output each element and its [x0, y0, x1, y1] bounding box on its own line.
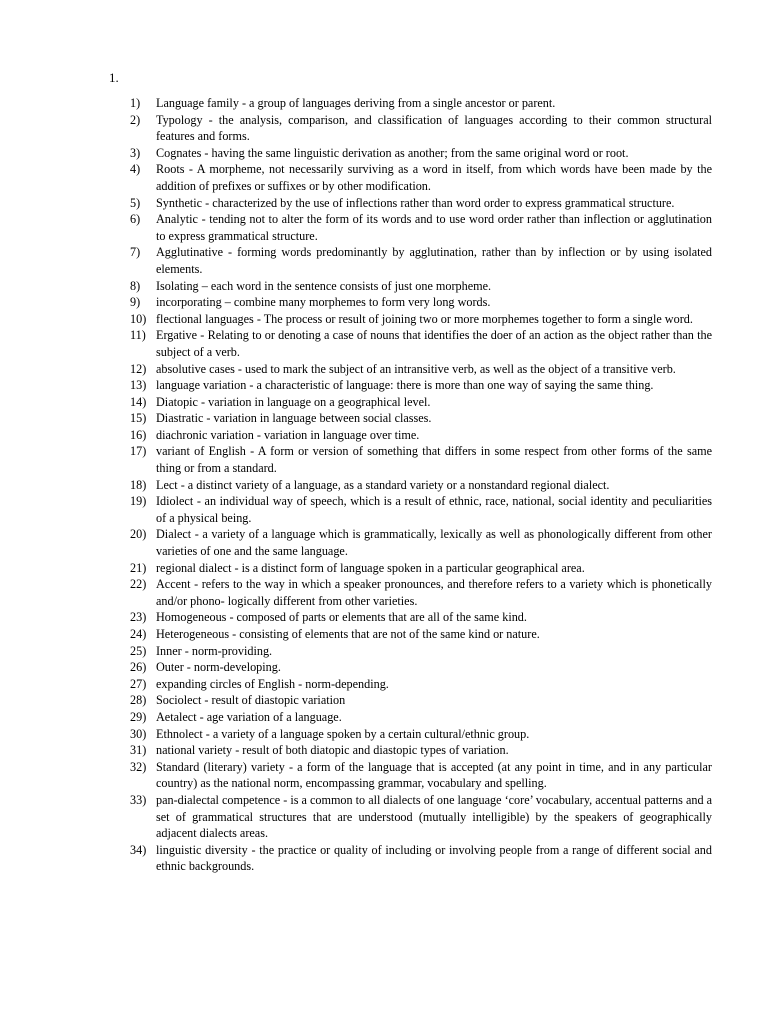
- list-item: [130, 659, 712, 676]
- item-definition: Outer - norm-developing.: [156, 660, 281, 675]
- item-number: 14): [130, 394, 147, 409]
- list-item: [130, 560, 712, 577]
- item-definition: Isolating – each word in the sentence consists of just one morpheme.: [156, 278, 492, 293]
- item-definition: Aetalect - age variation of a language.: [156, 709, 342, 724]
- list-item: [130, 361, 712, 378]
- list-item: [130, 377, 712, 394]
- item-definition: Typology - the analysis, comparison, and classification of languages according to their common structural features and forms.: [156, 112, 712, 144]
- item-definition: variant of English - A form or version of something that differs in some respect from other forms of the same thing or from a standard.: [156, 444, 712, 476]
- glossary-list: [130, 95, 712, 875]
- item-number: 18): [130, 477, 147, 492]
- list-item: [130, 709, 712, 726]
- item-definition: national variety - result of both diatopic and diastopic types of variation.: [156, 743, 509, 758]
- list-item: [130, 327, 712, 360]
- item-number: 16): [130, 427, 147, 442]
- item-number: 28): [130, 693, 147, 708]
- item-definition: Diatopic - variation in language on a geographical level.: [156, 394, 431, 409]
- item-number: 7): [130, 245, 141, 260]
- list-item: [130, 842, 712, 875]
- item-number: 32): [130, 759, 147, 774]
- item-definition: Language family - a group of languages deriving from a single ancestor or parent.: [156, 96, 556, 110]
- item-number: 27): [130, 676, 147, 691]
- list-item: [130, 244, 712, 277]
- item-definition: absolutive cases - used to mark the subject of an intransitive verb, as well as the object of a transitive verb.: [156, 361, 676, 376]
- list-item: [130, 443, 712, 476]
- item-definition: incorporating – combine many morphemes to form very long words.: [156, 295, 491, 310]
- item-number: 29): [130, 709, 147, 724]
- list-item: [130, 211, 712, 244]
- list-item: [130, 112, 712, 145]
- item-definition: language variation - a characteristic of language: there is more than one way of saying the same thing.: [156, 378, 654, 393]
- item-number: 3): [130, 145, 141, 160]
- list-item: [130, 609, 712, 626]
- list-item: [130, 95, 712, 112]
- item-definition: Idiolect - an individual way of speech, which is a result of ethnic, race, national, social identity and peculiarities of a physical being.: [156, 494, 712, 525]
- list-item: [130, 311, 712, 328]
- item-number: 30): [130, 726, 147, 741]
- list-item: [130, 526, 712, 559]
- list-item: [130, 676, 712, 693]
- item-definition: Roots - A morpheme, not necessarily surviving as a word in itself, from which words have been made by the addition of prefixes or suffixes or by other modification.: [156, 162, 712, 193]
- list-item: [130, 626, 712, 643]
- item-definition: Homogeneous - composed of parts or elements that are all of the same kind.: [156, 610, 527, 625]
- item-definition: diachronic variation - variation in language over time.: [156, 427, 420, 442]
- item-number: 24): [130, 627, 147, 641]
- list-item: [130, 394, 712, 411]
- item-definition: Sociolect - result of diastopic variation: [156, 693, 346, 708]
- item-number: 21): [130, 560, 147, 575]
- list-item: [130, 427, 712, 444]
- list-item: [130, 742, 712, 759]
- list-item: [130, 294, 712, 311]
- item-definition: Diastratic - variation in language between social classes.: [156, 411, 432, 426]
- item-definition: expanding circles of English - norm-depending.: [156, 676, 389, 691]
- list-item: [130, 145, 712, 162]
- item-definition: Agglutinative - forming words predominantly by agglutination, rather than by inflection or by using isolated elements.: [156, 245, 712, 276]
- list-item: [130, 161, 712, 194]
- list-item: [130, 576, 712, 609]
- item-number: 10): [130, 311, 147, 326]
- item-number: 6): [130, 212, 141, 227]
- item-number: 34): [130, 842, 147, 857]
- item-number: 11): [130, 328, 146, 343]
- item-number: 12): [130, 361, 147, 376]
- item-number: 23): [130, 610, 147, 625]
- item-number: 22): [130, 577, 147, 592]
- section-number: 1.: [109, 70, 119, 85]
- item-number: 19): [130, 494, 147, 509]
- item-definition: Accent - refers to the way in which a speaker pronounces, and therefore refers to a variety which is phonetically and/or phono- logically different from other varieties.: [156, 577, 712, 608]
- list-item: [130, 195, 712, 212]
- item-number: 26): [130, 660, 147, 675]
- list-item: [130, 477, 712, 494]
- list-item: [130, 493, 712, 526]
- item-definition: linguistic diversity - the practice or quality of including or involving people from a range of different social and ethnic backgrounds.: [156, 842, 712, 874]
- item-definition: Inner - norm-providing.: [156, 643, 273, 658]
- list-item: [130, 726, 712, 743]
- item-definition: Ethnolect - a variety of a language spoken by a certain cultural/ethnic group.: [156, 726, 530, 741]
- list-item: [130, 692, 712, 709]
- item-definition: Standard (literary) variety - a form of the language that is accepted (at any point in time, and in any particular country) as the national norm, encompassing grammar, vocabulary and spelling.: [156, 759, 712, 791]
- list-item: [130, 792, 712, 842]
- item-number: 15): [130, 411, 147, 426]
- list-item: [130, 278, 712, 295]
- item-definition: Heterogeneous - consisting of elements that are not of the same kind or nature.: [156, 627, 540, 641]
- item-definition: Analytic - tending not to alter the form of its words and to use word order rather than inflection or agglutination to express grammatical structure.: [156, 212, 712, 243]
- item-number: 1): [130, 96, 141, 110]
- item-number: 25): [130, 643, 147, 658]
- item-number: 9): [130, 295, 141, 310]
- item-number: 8): [130, 278, 141, 293]
- item-definition: flectional languages - The process or result of joining two or more morphemes together to form a single word.: [156, 311, 693, 326]
- list-item: [130, 643, 712, 660]
- item-number: 4): [130, 162, 141, 177]
- item-number: 13): [130, 378, 147, 393]
- item-definition: pan-dialectal competence - is a common to all dialects of one language ‘core’ vocabulary, accentual patterns and a set of grammatical structures that are understood (mutually intelligible) by the speakers of geographically adjacent dialects areas.: [156, 792, 712, 841]
- item-number: 2): [130, 112, 141, 127]
- item-definition: Ergative - Relating to or denoting a case of nouns that identifies the doer of an action as the object rather than the subject of a verb.: [156, 328, 712, 359]
- item-number: 20): [130, 527, 147, 542]
- item-definition: regional dialect - is a distinct form of language spoken in a particular geographical area.: [156, 560, 585, 575]
- item-definition: Synthetic - characterized by the use of inflections rather than word order to express grammatical structure.: [156, 195, 675, 210]
- item-definition: Lect - a distinct variety of a language, as a standard variety or a nonstandard regional dialect.: [156, 477, 610, 492]
- item-definition: Dialect - a variety of a language which is grammatically, lexically as well as phonologically different from other varieties of one and the same language.: [156, 527, 712, 559]
- list-item: [130, 410, 712, 427]
- item-number: 31): [130, 743, 147, 758]
- item-number: 17): [130, 444, 147, 459]
- item-definition: Cognates - having the same linguistic derivation as another; from the same original word or root.: [156, 145, 629, 160]
- list-item: [130, 759, 712, 792]
- item-number: 5): [130, 195, 141, 210]
- item-number: 33): [130, 792, 147, 807]
